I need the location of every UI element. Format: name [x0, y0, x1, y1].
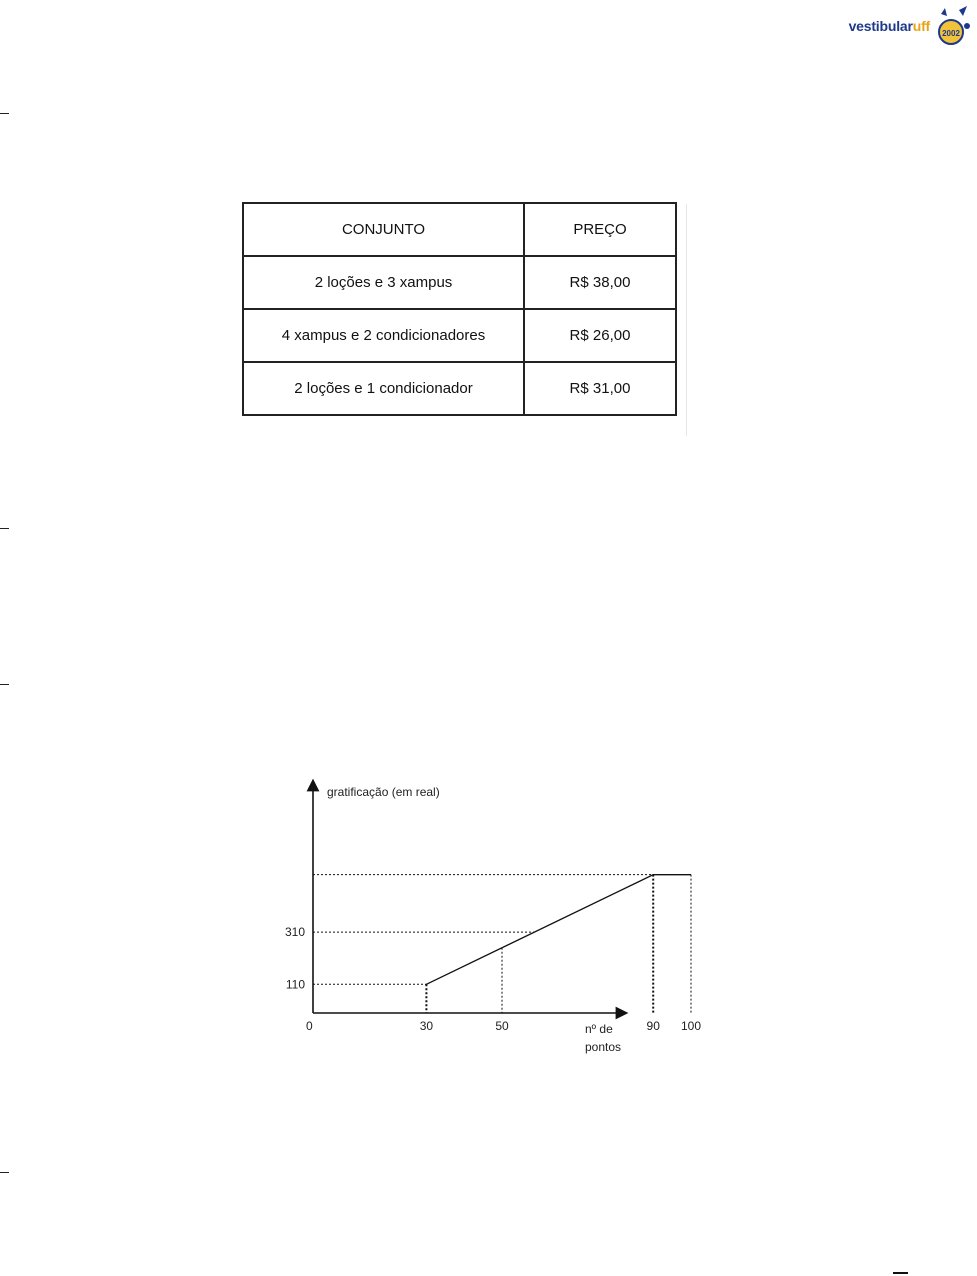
x-axis-label-line1: nº de — [585, 1022, 613, 1036]
chart-svg — [270, 780, 702, 1065]
vestibular-uff-logo — [849, 4, 973, 48]
logo-badge-text: 2002 — [942, 29, 960, 38]
margin-mark — [0, 528, 9, 529]
price-table — [242, 202, 677, 416]
x-tick-label: 30 — [419, 1019, 434, 1033]
table-row — [243, 362, 676, 415]
logo-star-badge-icon — [933, 4, 973, 48]
table-header-row — [243, 203, 676, 256]
logo-text-accent: uff — [912, 18, 930, 34]
x-tick-label: 100 — [680, 1019, 702, 1033]
y-tick-label: 110 — [285, 977, 305, 992]
y-axis-label: gratificação (em real) — [327, 785, 440, 799]
table-cell-preco: R$ 38,00 — [524, 256, 676, 309]
table-row — [243, 256, 676, 309]
x-tick-label: 90 — [646, 1019, 660, 1033]
table-cell-preco: R$ 26,00 — [524, 309, 676, 362]
column-header-preco: PREÇO — [524, 203, 676, 256]
origin-label: 0 — [306, 1019, 313, 1033]
margin-mark — [0, 113, 9, 114]
table-cell-conjunto: 4 xampus e 2 condicionadores — [243, 309, 524, 362]
x-axis-label-line2: pontos — [585, 1040, 622, 1054]
series-line — [426, 875, 691, 985]
column-header-conjunto: CONJUNTO — [243, 203, 524, 256]
gratification-chart — [270, 780, 702, 1065]
table-cell-preco: R$ 31,00 — [524, 362, 676, 415]
table-cell-conjunto: 2 loções e 1 condicionador — [243, 362, 524, 415]
margin-mark — [0, 684, 9, 685]
table-row — [243, 309, 676, 362]
x-tick-label: 50 — [495, 1019, 509, 1033]
table-shadow — [686, 204, 687, 436]
table-cell-conjunto: 2 loções e 3 xampus — [243, 256, 524, 309]
margin-mark — [0, 1172, 9, 1173]
y-tick-label: 310 — [284, 925, 305, 940]
logo-text — [849, 18, 930, 34]
logo-text-main: vestibular — [848, 18, 913, 34]
page-number-mark — [893, 1272, 908, 1274]
